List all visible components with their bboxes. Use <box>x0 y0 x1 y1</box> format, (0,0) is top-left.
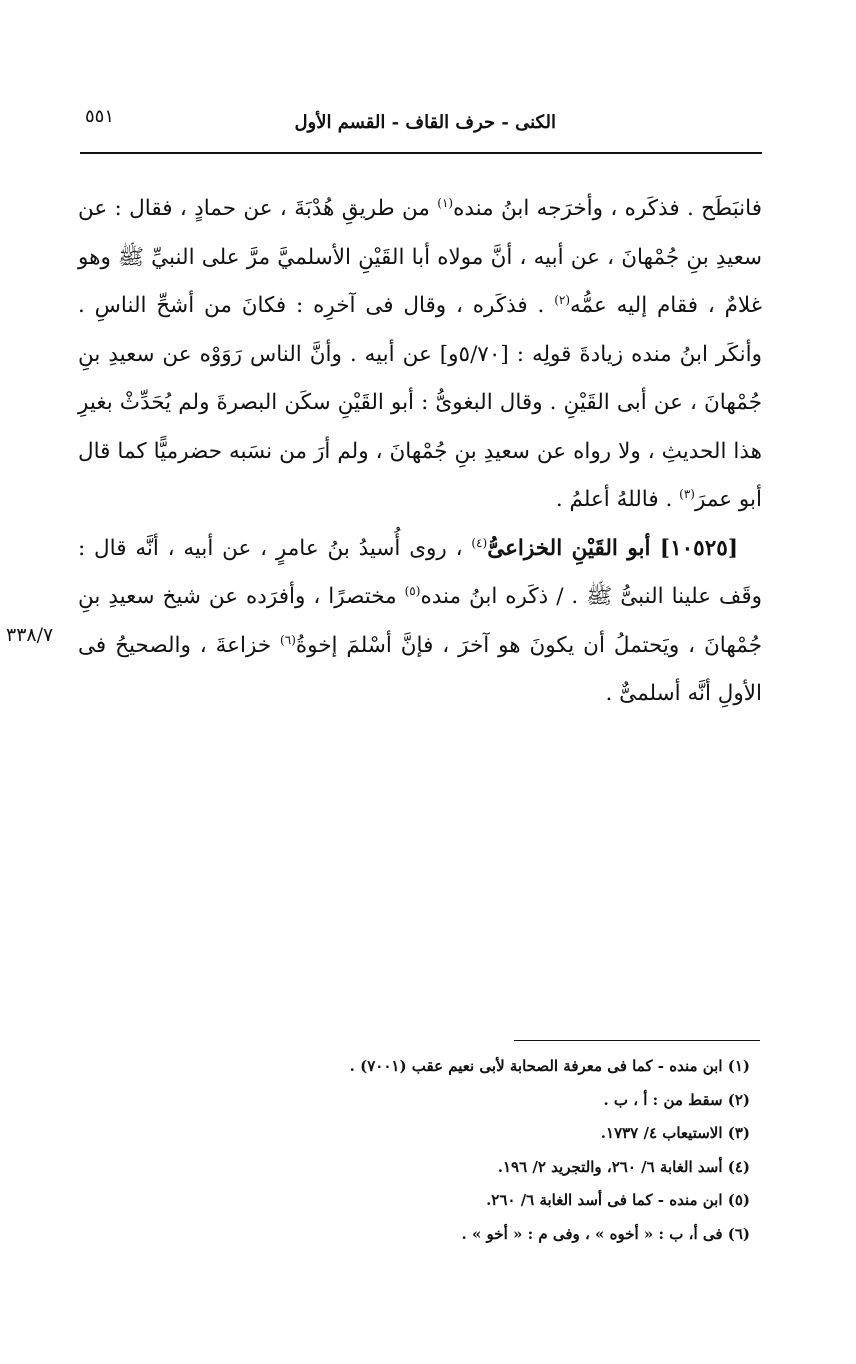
entry-text: مختصرًا ، وأفرَده عن شيخ سعيدِ بنِ جُمْهانَ ، ويَحتملُ أن يكونَ هو آخرَ ، فإنَّ أسْلمَ إخوةُ <box>78 584 762 658</box>
paragraph-text: من طريقِ هُدْبَةَ ، عن حمادٍ ، فقال : عن سعيدِ بنِ جُمْهانَ ، عن أبيه ، أنَّ مولاه أبا القَيْنِ الأسلميَّ مرَّ على النبيِّ ﷺ وهو غلامٌ ، فقام إليه عمُّه <box>78 196 762 318</box>
footnotes-list <box>190 1050 750 1251</box>
running-header-title: الكنى - حرف القاف - القسم الأول <box>294 112 556 133</box>
footnote-6: (٦) فى أ، ب : « أخوه » ، وفى م : « أخو » . <box>461 1224 750 1243</box>
footnote-ref-3: (٣) <box>679 486 695 501</box>
paragraph-continuation <box>78 185 762 525</box>
main-text <box>78 185 762 719</box>
footnote-divider <box>514 1040 760 1041</box>
entry-name: أبو القَيْنِ الخزاعىُّ <box>487 535 660 561</box>
footnote-ref-4: (٤) <box>471 535 488 550</box>
paragraph-text: فانبَطَح . فذكَره ، وأخرَجه ابنُ منده <box>453 196 762 221</box>
header-divider <box>80 152 762 154</box>
footnote-ref-6: (٦) <box>280 632 296 647</box>
entry-text: خزاعةَ ، والصحيحُ فى الأولِ أنَّه أسلمىٌّ . <box>78 632 762 706</box>
footnote-3: (٣) الاستيعاب ٤/ ١٧٣٧. <box>600 1124 750 1142</box>
entry-paragraph <box>78 525 762 719</box>
footnote-ref-5: (٥) <box>404 583 421 598</box>
footnote-1: (١) ابن منده - كما فى معرفة الصحابة لأبى نعيم عقب (٧٠٠١) . <box>349 1057 750 1075</box>
footnote-2: (٢) سقط من : أ ، ب . <box>603 1090 750 1109</box>
footnote-ref-1: (١) <box>437 195 454 210</box>
footnote-5: (٥) ابن منده - كما فى أسد الغابة ٦/ ٢٦٠. <box>486 1191 750 1209</box>
entry-number: [١٠٥٢٥] <box>659 535 739 561</box>
margin-volume-page-note: ٣٣٨/٧ <box>6 624 54 646</box>
entry-text: ، روى أُسيدُ بنُ عامرٍ ، عن أبيه ، أنَّه قال : وقَف علينا النبىُّ ﷺ . / ذكَره ابنُ منده <box>78 535 762 609</box>
footnote-4: (٤) أسد الغابة ٦/ ٢٦٠، والتجريد ٢/ ١٩٦. <box>497 1157 750 1176</box>
paragraph-text: . فذكَره ، وقال فى آخرِه : فكانَ من أشحِّ الناسِ . وأنكَر ابنُ منده زيادةَ قولِه : [٥/٧٠و] عن أبيه . وأنَّ الناس رَوَوْه عن سعيدِ بنِ جُمْهانَ ، عن أبى القَيْنِ . وقال البغوىُّ : أبو القَيْنِ سكَن البصرةَ ولم يُحَدِّثْ بغيرِ هذا الحديثِ ، ولا رواه عن سعيدِ بنِ جُمْهانَ ، ولم أرَ من نسَبه حضرميًّا كما قال أبو عمرَ <box>78 293 762 512</box>
paragraph-text: . فاللهُ أعلمُ . <box>555 487 680 512</box>
footnote-ref-2: (٢) <box>554 292 571 307</box>
page-number: ٥٥١ <box>85 106 115 127</box>
